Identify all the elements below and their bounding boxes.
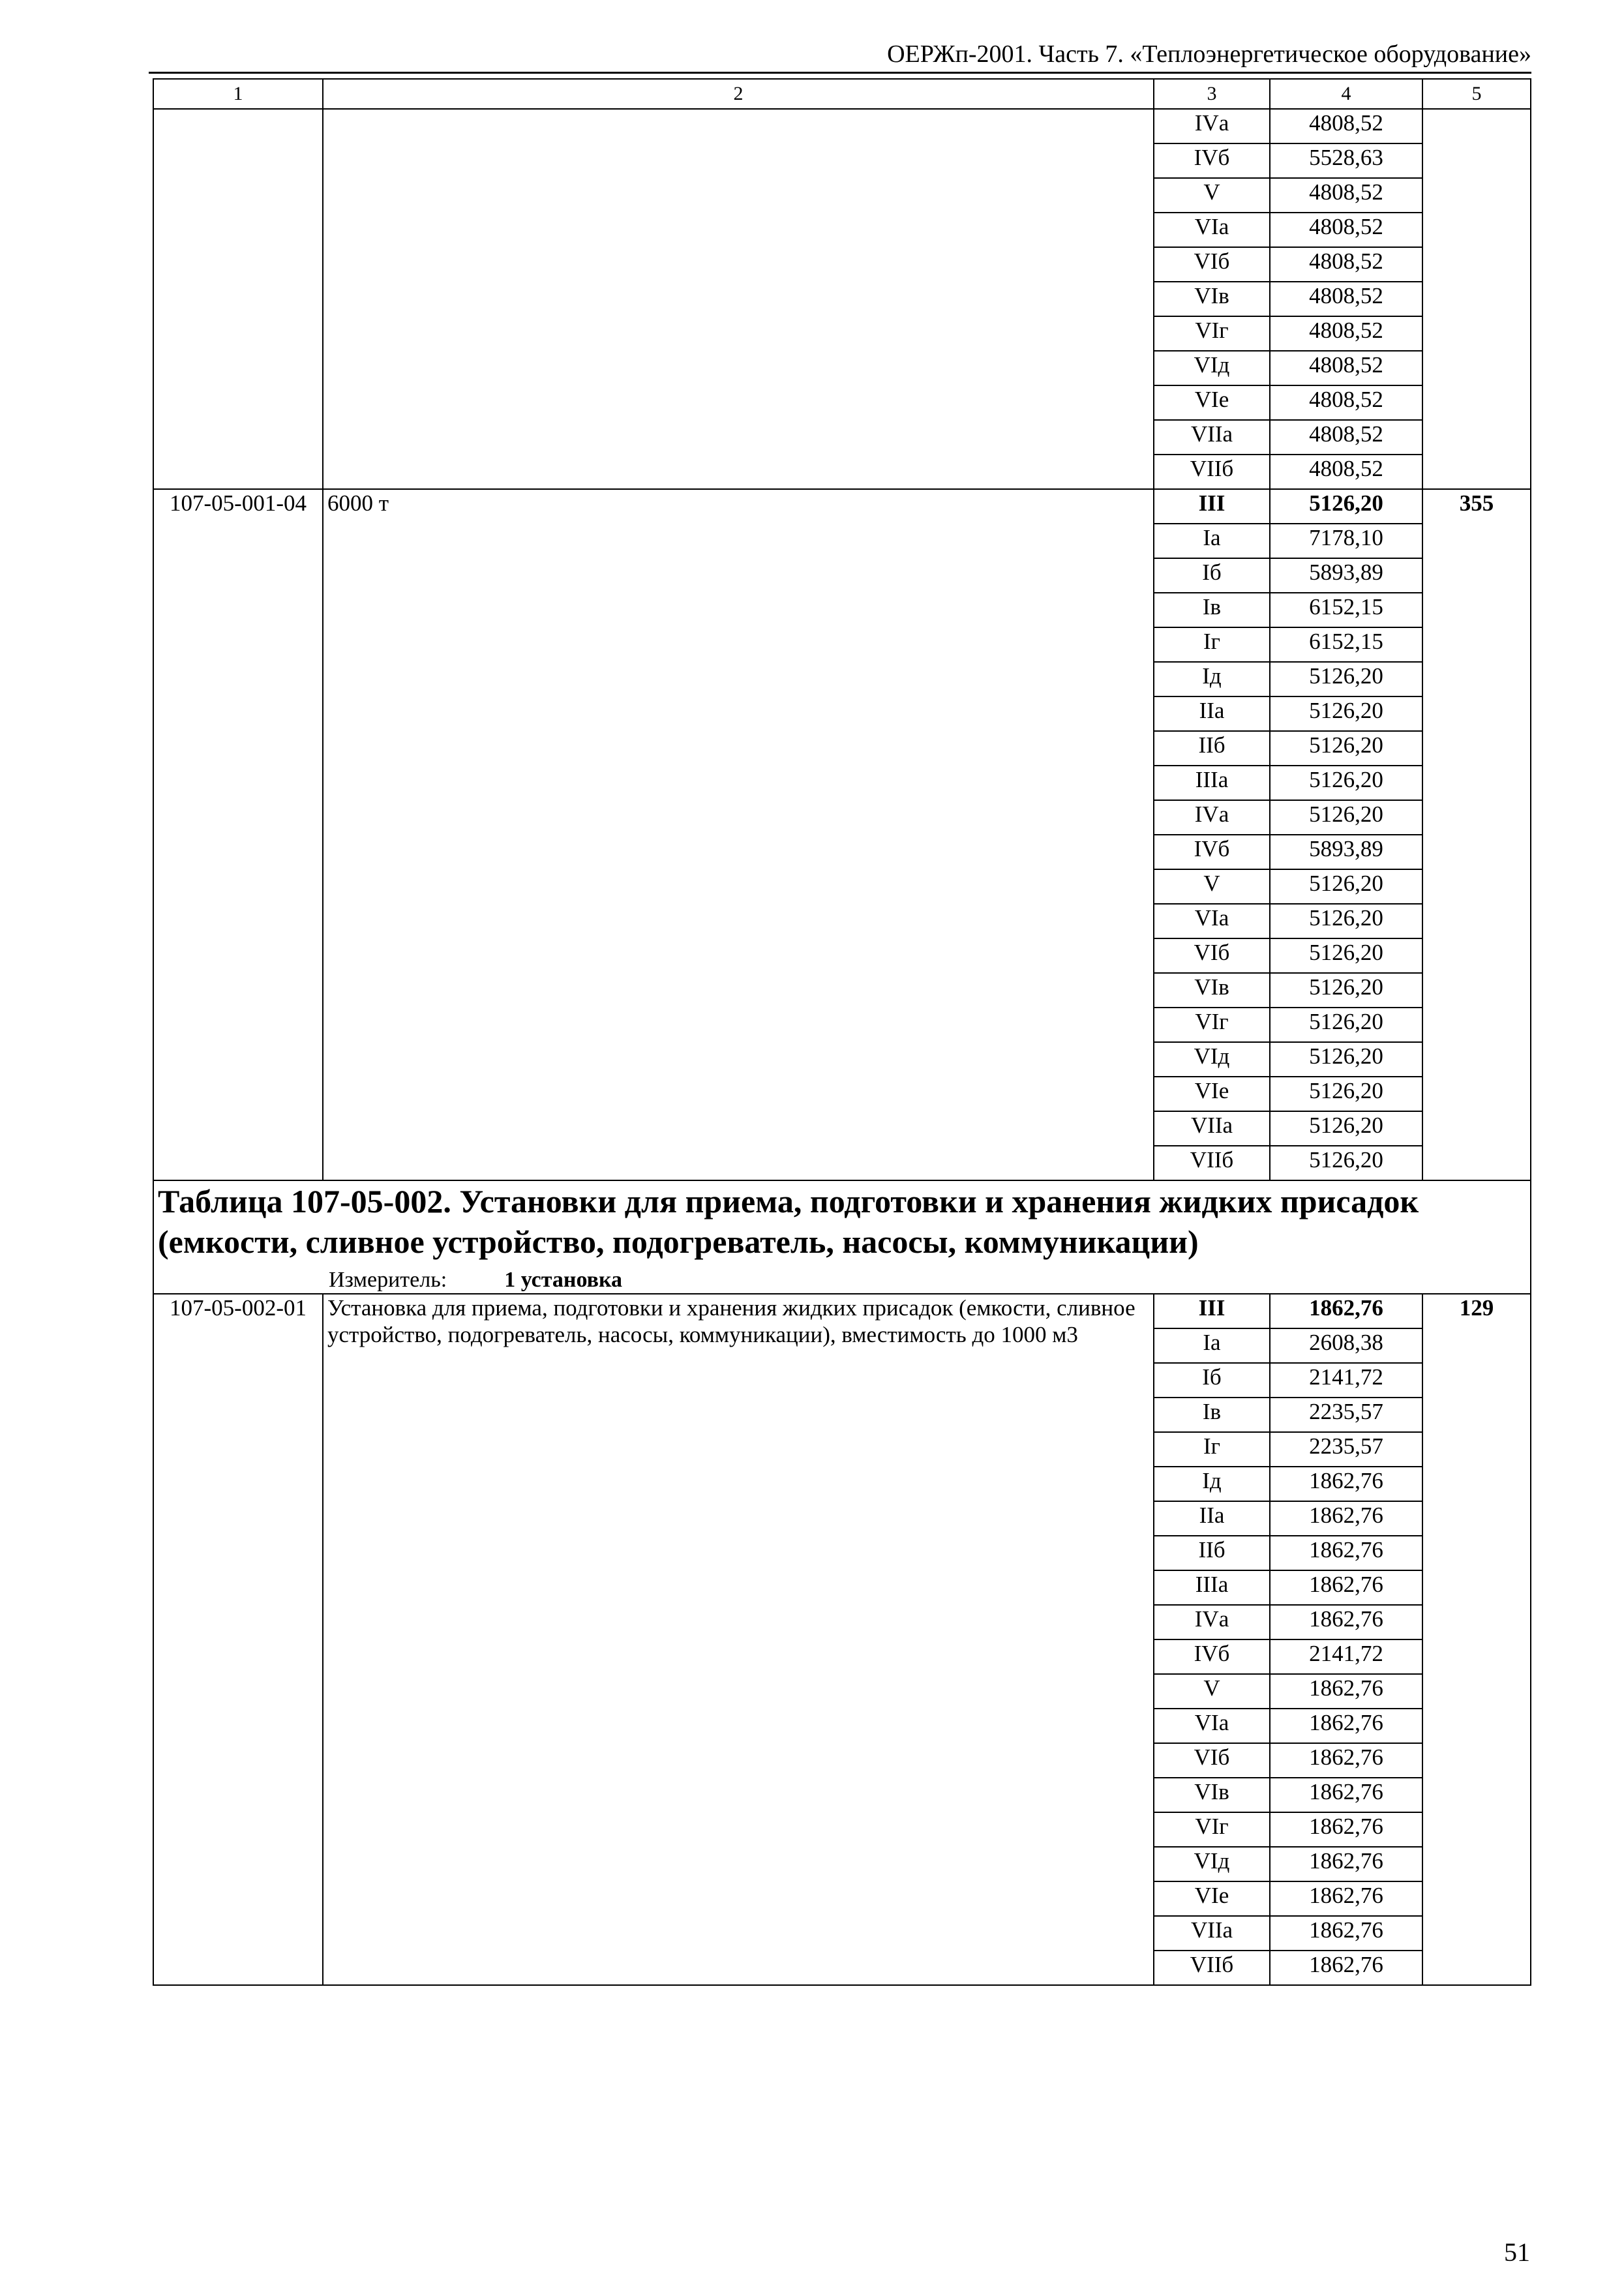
zone-price: 5126,20 <box>1270 1008 1422 1042</box>
zone-label: VIа <box>1154 904 1270 938</box>
zone-label: Iб <box>1154 1363 1270 1398</box>
zone-label: IIб <box>1154 731 1270 766</box>
zone-price: 1862,76 <box>1270 1605 1422 1639</box>
zone-label: VIг <box>1154 1008 1270 1042</box>
zone-price: 5126,20 <box>1270 938 1422 973</box>
zone-price: 5893,89 <box>1270 558 1422 593</box>
zone-price: 5126,20 <box>1270 662 1422 696</box>
zone-label: VIд <box>1154 1042 1270 1077</box>
column-number: 3 <box>1154 79 1270 109</box>
zone-label: Iг <box>1154 1432 1270 1467</box>
zone-price: 6152,15 <box>1270 593 1422 627</box>
labor-norm-empty <box>1422 109 1531 489</box>
zone-label: VIб <box>1154 247 1270 282</box>
rates-table-body <box>153 79 1531 1985</box>
zone-price: 5126,20 <box>1270 1146 1422 1180</box>
rate-code: 107-05-002-01 <box>153 1294 323 1985</box>
zone-price: 1862,76 <box>1270 1778 1422 1812</box>
zone-label: IVа <box>1154 1605 1270 1639</box>
zone-label: VIд <box>1154 1847 1270 1881</box>
zone-price: 5126,20 <box>1270 904 1422 938</box>
zone-label: VIIб <box>1154 455 1270 489</box>
zone-price: 4808,52 <box>1270 213 1422 247</box>
zone-label: VIе <box>1154 385 1270 420</box>
zone-price: 5528,63 <box>1270 143 1422 178</box>
zone-label: VIIб <box>1154 1146 1270 1180</box>
zone-label: V <box>1154 178 1270 213</box>
zone-label: VIIа <box>1154 420 1270 455</box>
zone-label: VIе <box>1154 1077 1270 1111</box>
zone-label: Iв <box>1154 593 1270 627</box>
rate-description: 6000 т <box>323 489 1154 1180</box>
zone-label: IIIа <box>1154 1570 1270 1605</box>
zone-price: 2141,72 <box>1270 1363 1422 1398</box>
zone-price: 5126,20 <box>1270 489 1422 524</box>
zone-price: 4808,52 <box>1270 178 1422 213</box>
page-number: 51 <box>1504 2237 1530 2267</box>
zone-price: 4808,52 <box>1270 282 1422 316</box>
zone-price: 5126,20 <box>1270 1111 1422 1146</box>
zone-label: Iа <box>1154 1328 1270 1363</box>
column-number: 1 <box>153 79 323 109</box>
zone-label: Iг <box>1154 627 1270 662</box>
zone-price: 1862,76 <box>1270 1951 1422 1985</box>
zone-price: 5126,20 <box>1270 1042 1422 1077</box>
zone-label: VIIб <box>1154 1951 1270 1985</box>
zone-price: 5126,20 <box>1270 696 1422 731</box>
zone-label: IIа <box>1154 696 1270 731</box>
rate-code: 107-05-001-04 <box>153 489 323 1180</box>
measure-line <box>158 1267 1526 1293</box>
zone-label: VIб <box>1154 938 1270 973</box>
column-number: 2 <box>323 79 1154 109</box>
zone-price-row <box>153 1294 1531 1328</box>
zone-label: VIд <box>1154 351 1270 385</box>
zone-price: 5126,20 <box>1270 869 1422 904</box>
zone-price: 4808,52 <box>1270 455 1422 489</box>
zone-price: 4808,52 <box>1270 316 1422 351</box>
zone-price: 1862,76 <box>1270 1294 1422 1328</box>
zone-label: Iв <box>1154 1398 1270 1432</box>
zone-price: 1862,76 <box>1270 1674 1422 1709</box>
zone-label: VIа <box>1154 213 1270 247</box>
zone-label: Iд <box>1154 1467 1270 1501</box>
zone-label: V <box>1154 869 1270 904</box>
zone-label: III <box>1154 489 1270 524</box>
zone-label: VIе <box>1154 1881 1270 1916</box>
zone-label: IVа <box>1154 109 1270 143</box>
zone-label: VIб <box>1154 1743 1270 1778</box>
rate-description-empty <box>323 109 1154 489</box>
table-title: Таблица 107-05-002. Установки для приема, подготовки и хранения жидких присадок (емкости, сливное устройство, подогреватель, насосы, коммуникации) <box>158 1183 1419 1260</box>
zone-price: 2235,57 <box>1270 1398 1422 1432</box>
zone-price: 5126,20 <box>1270 731 1422 766</box>
zone-price: 2141,72 <box>1270 1639 1422 1674</box>
header-rule <box>149 72 1531 74</box>
zone-label: V <box>1154 1674 1270 1709</box>
zone-label: VIг <box>1154 1812 1270 1847</box>
page-header-title: ОЕРЖп-2001. Часть 7. «Теплоэнергетическое оборудование» <box>887 40 1531 68</box>
zone-price: 4808,52 <box>1270 385 1422 420</box>
zone-price: 5893,89 <box>1270 835 1422 869</box>
zone-label: VIа <box>1154 1709 1270 1743</box>
zone-label: IVб <box>1154 835 1270 869</box>
zone-price: 1862,76 <box>1270 1501 1422 1536</box>
zone-price: 4808,52 <box>1270 247 1422 282</box>
zone-label: Iб <box>1154 558 1270 593</box>
zone-price: 1862,76 <box>1270 1881 1422 1916</box>
zone-price: 1862,76 <box>1270 1916 1422 1951</box>
zone-label: Iа <box>1154 524 1270 558</box>
measure-unit: 1 установка <box>504 1268 623 1292</box>
zone-label: IIIа <box>1154 766 1270 800</box>
column-number: 4 <box>1270 79 1422 109</box>
zone-label: IIб <box>1154 1536 1270 1570</box>
zone-price: 1862,76 <box>1270 1709 1422 1743</box>
zone-label: IIа <box>1154 1501 1270 1536</box>
zone-price: 1862,76 <box>1270 1467 1422 1501</box>
zone-price-row <box>153 109 1531 143</box>
zone-price: 6152,15 <box>1270 627 1422 662</box>
zone-price: 7178,10 <box>1270 524 1422 558</box>
zone-price: 5126,20 <box>1270 800 1422 835</box>
zone-price: 4808,52 <box>1270 351 1422 385</box>
zone-price: 1862,76 <box>1270 1536 1422 1570</box>
zone-price: 4808,52 <box>1270 420 1422 455</box>
measure-label: Измеритель: <box>329 1268 447 1292</box>
zone-label: VIIа <box>1154 1916 1270 1951</box>
column-number: 5 <box>1422 79 1531 109</box>
table-title-cell <box>153 1180 1531 1294</box>
zone-price: 2235,57 <box>1270 1432 1422 1467</box>
zone-label: IVб <box>1154 1639 1270 1674</box>
zone-label: III <box>1154 1294 1270 1328</box>
rate-code-empty <box>153 109 323 489</box>
zone-price-row <box>153 489 1531 524</box>
zone-label: IVа <box>1154 800 1270 835</box>
table-title-row <box>153 1180 1531 1294</box>
zone-price: 2608,38 <box>1270 1328 1422 1363</box>
zone-label: VIIа <box>1154 1111 1270 1146</box>
labor-norm: 129 <box>1422 1294 1531 1985</box>
zone-price: 5126,20 <box>1270 766 1422 800</box>
labor-norm: 355 <box>1422 489 1531 1180</box>
zone-price: 5126,20 <box>1270 973 1422 1008</box>
zone-price: 1862,76 <box>1270 1743 1422 1778</box>
zone-price: 5126,20 <box>1270 1077 1422 1111</box>
zone-price: 4808,52 <box>1270 109 1422 143</box>
rates-table <box>153 78 1531 1986</box>
zone-label: Iд <box>1154 662 1270 696</box>
zone-label: IVб <box>1154 143 1270 178</box>
column-number-row <box>153 79 1531 109</box>
zone-price: 1862,76 <box>1270 1847 1422 1881</box>
zone-label: VIв <box>1154 282 1270 316</box>
zone-label: VIв <box>1154 1778 1270 1812</box>
zone-label: VIв <box>1154 973 1270 1008</box>
zone-label: VIг <box>1154 316 1270 351</box>
zone-price: 1862,76 <box>1270 1812 1422 1847</box>
zone-price: 1862,76 <box>1270 1570 1422 1605</box>
rate-description: Установка для приема, подготовки и хранения жидких присадок (емкости, сливное устройство, подогреватель, насосы, коммуникации), вместимость до 1000 м3 <box>323 1294 1154 1985</box>
